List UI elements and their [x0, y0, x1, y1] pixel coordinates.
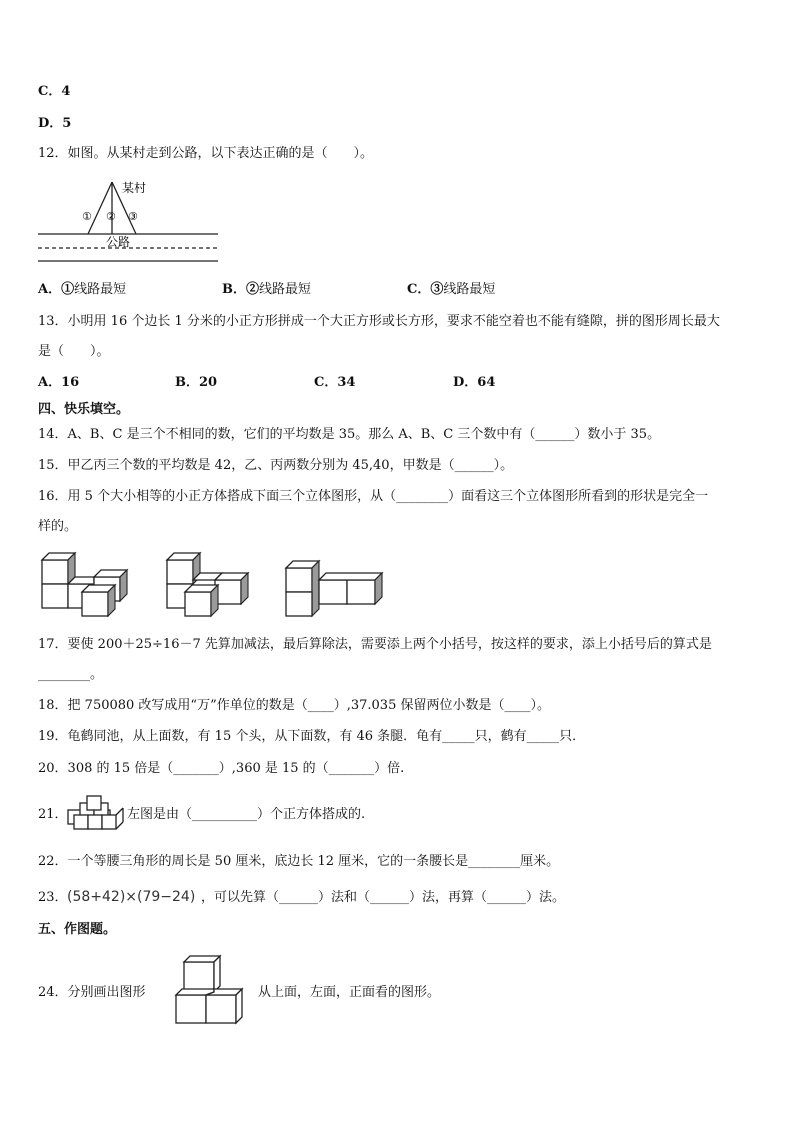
question-21-number: 21． [38, 807, 68, 822]
option-d-prev: D．5 [38, 116, 72, 131]
question-13-stem-line1: 13．小明用 16 个边长 1 分米的小正方形拼成一个大正方形或长方形，要求不能空着也不能有缝隙，拼的图形周长最大 [38, 314, 720, 329]
q13-option-c: C．34 [314, 375, 356, 390]
option-c-prev: C．4 [38, 84, 71, 99]
q13-option-a: A．16 [38, 375, 80, 390]
question-19: 19．龟鹤同池，从上面数，有 15 个头，从下面数，有 46 条腿．龟有_____只，鹤有_____只． [38, 729, 586, 744]
cube-figure-1 [42, 550, 132, 622]
question-15: 15．甲乙丙三个数的平均数是 42，乙、丙两数分别为 45,40，甲数是（______）。 [38, 458, 514, 473]
cube-figure-2 [167, 550, 257, 622]
section-4-heading: 四、快乐填空。 [38, 402, 130, 417]
q12-option-a: A．①线路最短 [38, 282, 127, 297]
question-22: 22．一个等腰三角形的周长是 50 厘米，底边长 12 厘米，它的一条腰长是________厘米。 [38, 854, 560, 869]
question-23-number: 23． [38, 890, 68, 905]
question-18: 18．把 750080 改写成用“万”作单位的数是（____）,37.035 保留两位小数是（____）。 [38, 698, 550, 713]
q12-option-c: C．③线路最短 [407, 282, 496, 297]
question-23-text: ，可以先算（______）法和（______）法，再算（______）法。 [201, 890, 566, 905]
section-5-heading: 五、作图题。 [38, 922, 117, 937]
cube-drawing-figure [175, 953, 245, 1025]
route-1-line [88, 182, 112, 234]
q13-option-d: D．64 [453, 375, 496, 390]
route-1-label: ① [82, 210, 92, 223]
question-17-line2: ________。 [38, 667, 104, 682]
question-16-line2: 样的。 [38, 519, 78, 534]
question-12-stem: 12．如图。从某村走到公路，以下表达正确的是（ ）。 [38, 146, 374, 161]
route-2-label: ② [106, 210, 116, 223]
route-3-label: ③ [128, 210, 138, 223]
question-13-stem-line2: 是（ ）。 [38, 344, 110, 359]
road-label: 公路 [106, 235, 131, 249]
question-16-line1: 16．用 5 个大小相等的小正方体搭成下面三个立体图形，从（________）面看这三个立体图形所看到的形状是完全一 [38, 489, 709, 504]
cube-figure-3 [286, 558, 382, 624]
cube-stack-figure [66, 795, 126, 835]
question-21-text: 左图是由（__________）个正方体搭成的. [127, 807, 366, 822]
question-23-expression: (58+42)×(79−24) [67, 889, 196, 905]
question-17-line1: 17．要使 200＋25÷16－7 先算加减法，最后算除法，需要添上两个小括号，按这样的要求，添上小括号后的算式是 [38, 637, 712, 652]
question-14: 14．A、B、C 是三个不相同的数，它们的平均数是 35。那么 A、B、C 三个数中有（______）数小于 35。 [38, 427, 661, 442]
q12-option-b: B．②线路最短 [222, 282, 312, 297]
village-label: 某村 [122, 181, 147, 195]
question-20: 20．308 的 15 倍是（_______）,360 是 15 的（_______）倍. [38, 761, 405, 776]
village-road-diagram [38, 176, 228, 268]
question-24-left: 24．分别画出图形 [38, 985, 146, 1000]
question-24-right: 从上面，左面，正面看的图形。 [258, 985, 441, 1000]
q13-option-b: B．20 [175, 375, 218, 390]
